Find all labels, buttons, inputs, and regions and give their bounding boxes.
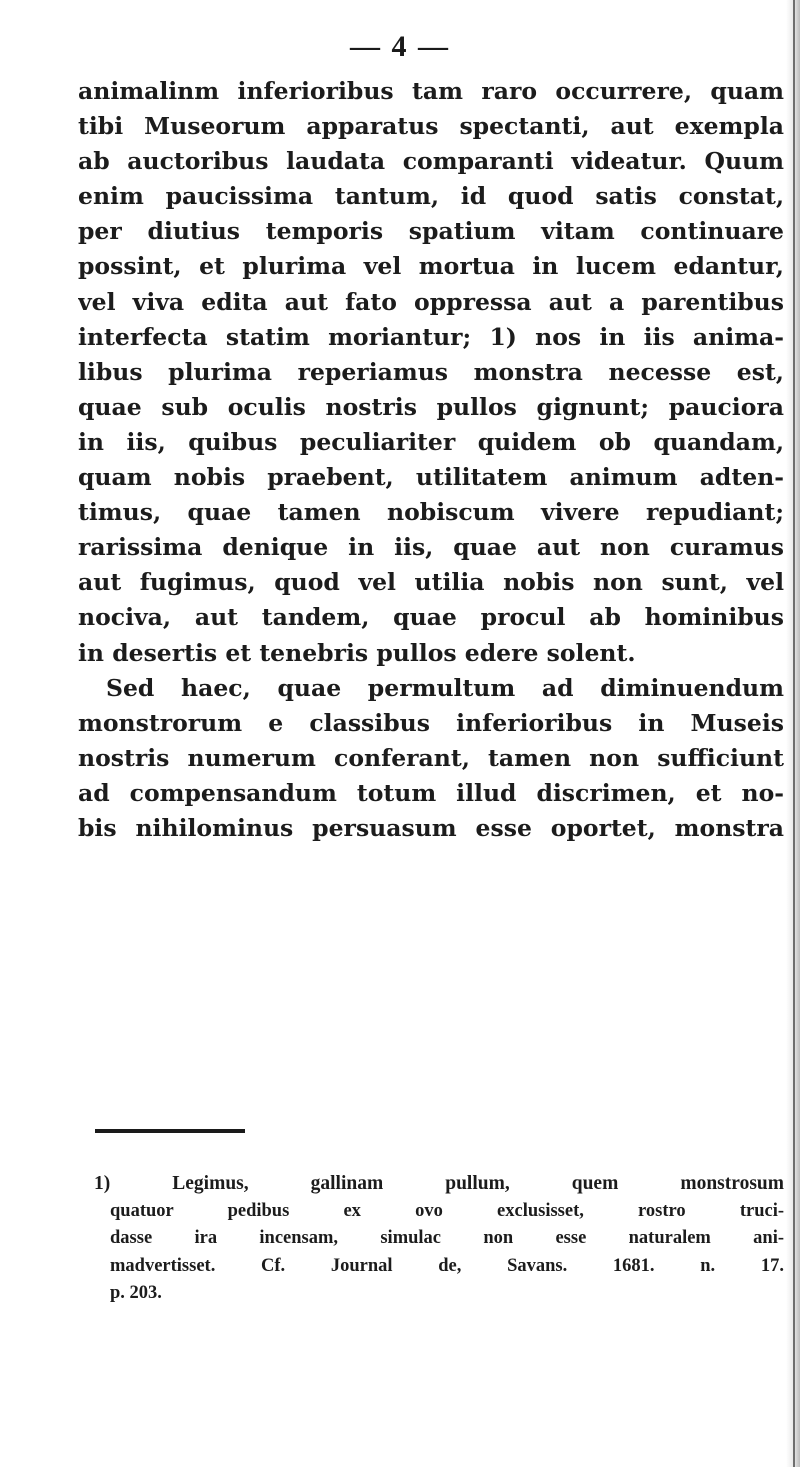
body-line: in desertis et tenebris pullos edere solent.: [78, 638, 636, 667]
body-line: animalinm inferioribus tam raro occurrere, quam: [78, 77, 784, 105]
body-line: quae sub oculis nostris pullos gignunt; pauciora: [78, 392, 784, 421]
body-line: enim paucissima tantum, id quod satis constat,: [78, 182, 784, 211]
page-number: — 4 —: [350, 30, 450, 63]
body-line: bis nihilominus persuasum esse oportet, monstra: [78, 813, 784, 842]
body-line: nostris numerum conferant, tamen non sufficiunt: [78, 743, 784, 772]
body-line: per diutius temporis spatium vitam continuare: [78, 217, 784, 246]
body-line: possint, et plurima vel mortua in lucem edantur,: [78, 252, 784, 281]
footnote-line: quatuor pedibus ex ovo exclusisset, rostro truci-: [110, 1200, 784, 1221]
body-line: quam nobis praebent, utilitatem animum adten-: [78, 463, 784, 492]
body-line: timus, quae tamen nobiscum vivere repudiant;: [78, 498, 784, 527]
body-line: ad compensandum totum illud discrimen, et no-: [78, 778, 784, 807]
body-line: vel viva edita aut fato oppressa aut a parentibus: [78, 287, 784, 316]
body-line: monstrorum e classibus inferioribus in Museis: [78, 708, 784, 737]
page-edge-line: [793, 0, 795, 1467]
body-line: nociva, aut tandem, quae procul ab hominibus: [78, 603, 784, 632]
footnote-line: madvertisset. Cf. Journal de, Savans. 1681. n. 17.: [110, 1255, 784, 1276]
body-line: Sed haec, quae permultum ad diminuendum: [106, 673, 784, 702]
body-line: aut fugimus, quod vel utilia nobis non sunt, vel: [78, 568, 784, 597]
body-line: tibi Museorum apparatus spectanti, aut exempla: [78, 112, 784, 141]
footnote: [94, 1170, 784, 1308]
footnote-divider: [95, 1129, 245, 1133]
body-line: libus plurima reperiamus monstra necesse est,: [78, 357, 784, 386]
body-line: in iis, quibus peculiariter quidem ob quandam,: [78, 427, 784, 456]
body-line: rarissima denique in iis, quae aut non curamus: [78, 533, 784, 562]
footnote-line: 1) Legimus, gallinam pullum, quem monstrosum: [94, 1173, 784, 1194]
footnote-line: p. 203.: [110, 1283, 162, 1304]
body-line: interfecta statim moriantur; 1) nos in iis anima-: [78, 322, 784, 351]
footnote-line: dasse ira incensam, simulac non esse naturalem ani-: [110, 1228, 784, 1249]
body-line: ab auctoribus laudata comparanti videatur. Quum: [78, 147, 784, 176]
body-text: [78, 74, 784, 846]
